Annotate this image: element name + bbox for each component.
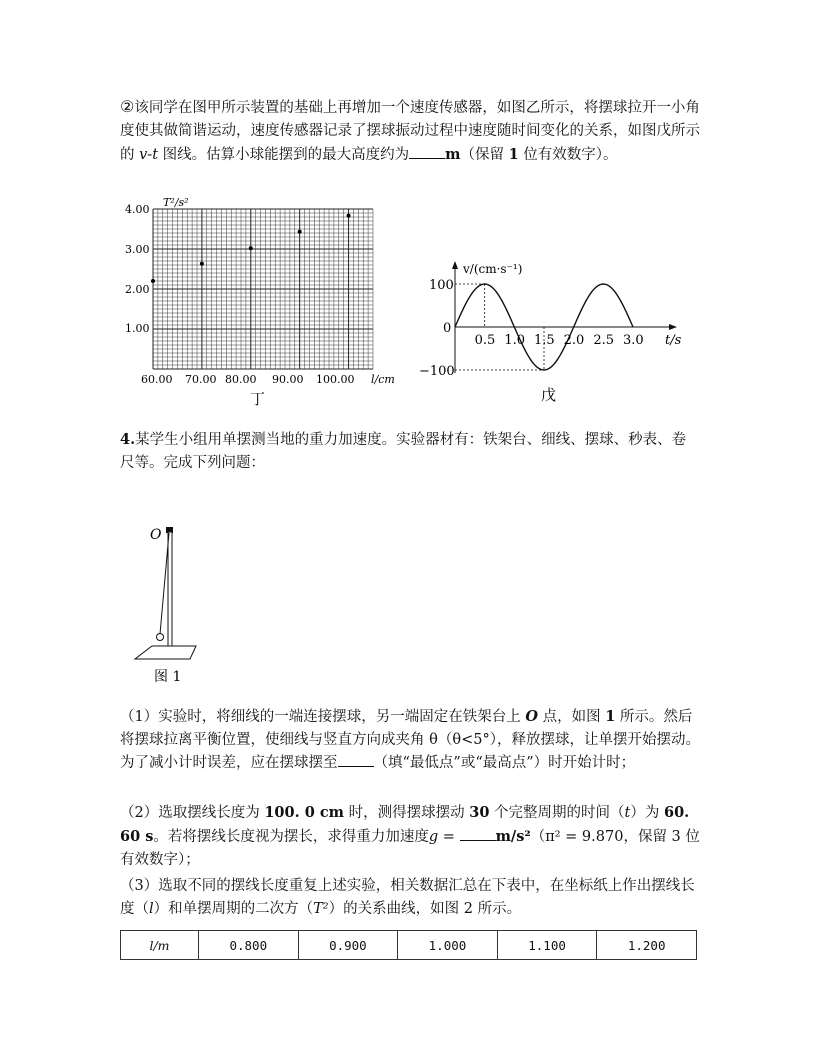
x-tick-label: 90.00 [272,373,304,386]
pendulum-bob [157,634,164,641]
figure-1-pendulum [130,518,210,688]
y-tick-label: 3.00 [125,243,150,256]
figure-ding-chart [115,192,415,412]
y-axis-label: v/(cm·s⁻¹) [463,262,523,276]
part-2-text: （2）选取摆线长度为 100. 0 cm 时，测得摆球摆动 30 个完整周期的时间（t）为 60. 60 s。若将摆线长度视为摆长，求得重力加速度g = m/s²（π² = 9.870，保留 3 位有效数字）； [120,804,700,868]
table-cell: 1.100 [497,931,597,960]
table-cell: 1.000 [398,931,498,960]
question-4-text: 4.某学生小组用单摆测当地的重力加速度。实验器材有：铁架台、细线、摆球、秒表、卷尺等。完成下列问题： [120,431,687,471]
question-2-text: ②该同学在图甲所示装置的基础上再增加一个速度传感器，如图乙所示，将摆球拉开一小角度使其做简谐运动，速度传感器记录了摆球振动过程中速度随时间变化的关系，如图戊所示的 v-t 图线。估算小球能摆到的最大高度约为 m（保留 1 位有效数字）。 [120,97,700,163]
figure-wu-chart [415,255,705,410]
pivot-label-o: O [150,527,162,543]
data-point [298,230,302,234]
x-tick-label: 70.00 [185,373,217,386]
part-3-text: （3）选取不同的摆线长度重复上述实验，相关数据汇总在下表中，在坐标纸上作出摆线长度（l）和单摆周期的二次方（T²）的关系曲线，如图 2 所示。 [120,878,695,917]
data-point [200,262,204,266]
y-axis-arrow [452,261,458,269]
y-tick-label: 1.00 [125,322,150,335]
table-cell: 1.200 [597,931,697,960]
data-point [151,279,155,283]
table-row [121,931,697,960]
x-tick-label: 2.5 [593,333,615,348]
table-cell: 0.900 [298,931,398,960]
figure-caption: 图 1 [154,669,182,685]
table-header-cell: l/m [121,931,199,960]
grid [153,209,373,369]
x-axis-arrow [669,324,677,330]
data-table [120,930,697,960]
y-tick-label: 100 [429,278,454,293]
x-tick-label: 2.0 [563,333,585,348]
answer-blank[interactable] [409,144,445,159]
stand-base [135,646,196,659]
x-tick-label: 80.00 [225,373,257,386]
x-tick-label: 1.5 [534,333,555,348]
x-axis-label: l/cm [371,373,395,386]
y-tick-label: 4.00 [125,203,150,216]
x-axis-label: t/s [665,333,682,348]
x-tick-label: 100.00 [316,373,355,386]
answer-blank[interactable] [338,752,374,767]
stand-rod [168,532,172,656]
x-tick-label: 60.00 [141,373,173,386]
x-tick-label: 1.0 [504,333,526,348]
y-tick-label: −100 [419,364,455,379]
y-axis-label: T²/s² [163,196,189,209]
x-tick-label: 3.0 [623,333,644,348]
circled-number: ② [120,97,135,116]
answer-blank[interactable] [460,826,496,841]
data-point [347,214,351,218]
part-1-text: （1）实验时，将细线的一端连接摆球，另一端固定在铁架台上 O 点，如图 1 所示。然后将摆球拉离平衡位置，使细线与竖直方向成夹角 θ（θ<5°），释放摆球，让单摆开始摆动。为了减小计时误差，应在摆球摆至 （填“最低点”或“最高点”）时开始计时； [120,708,700,771]
figure-caption: 丁 [250,390,266,408]
figure-caption: 戊 [541,386,557,404]
table-cell: 0.800 [199,931,299,960]
y-tick-label: 0 [443,321,452,336]
x-tick-label: 0.5 [474,333,496,348]
data-point [249,246,253,250]
x-tick-labels [475,333,644,348]
y-tick-label: 2.00 [125,283,150,296]
